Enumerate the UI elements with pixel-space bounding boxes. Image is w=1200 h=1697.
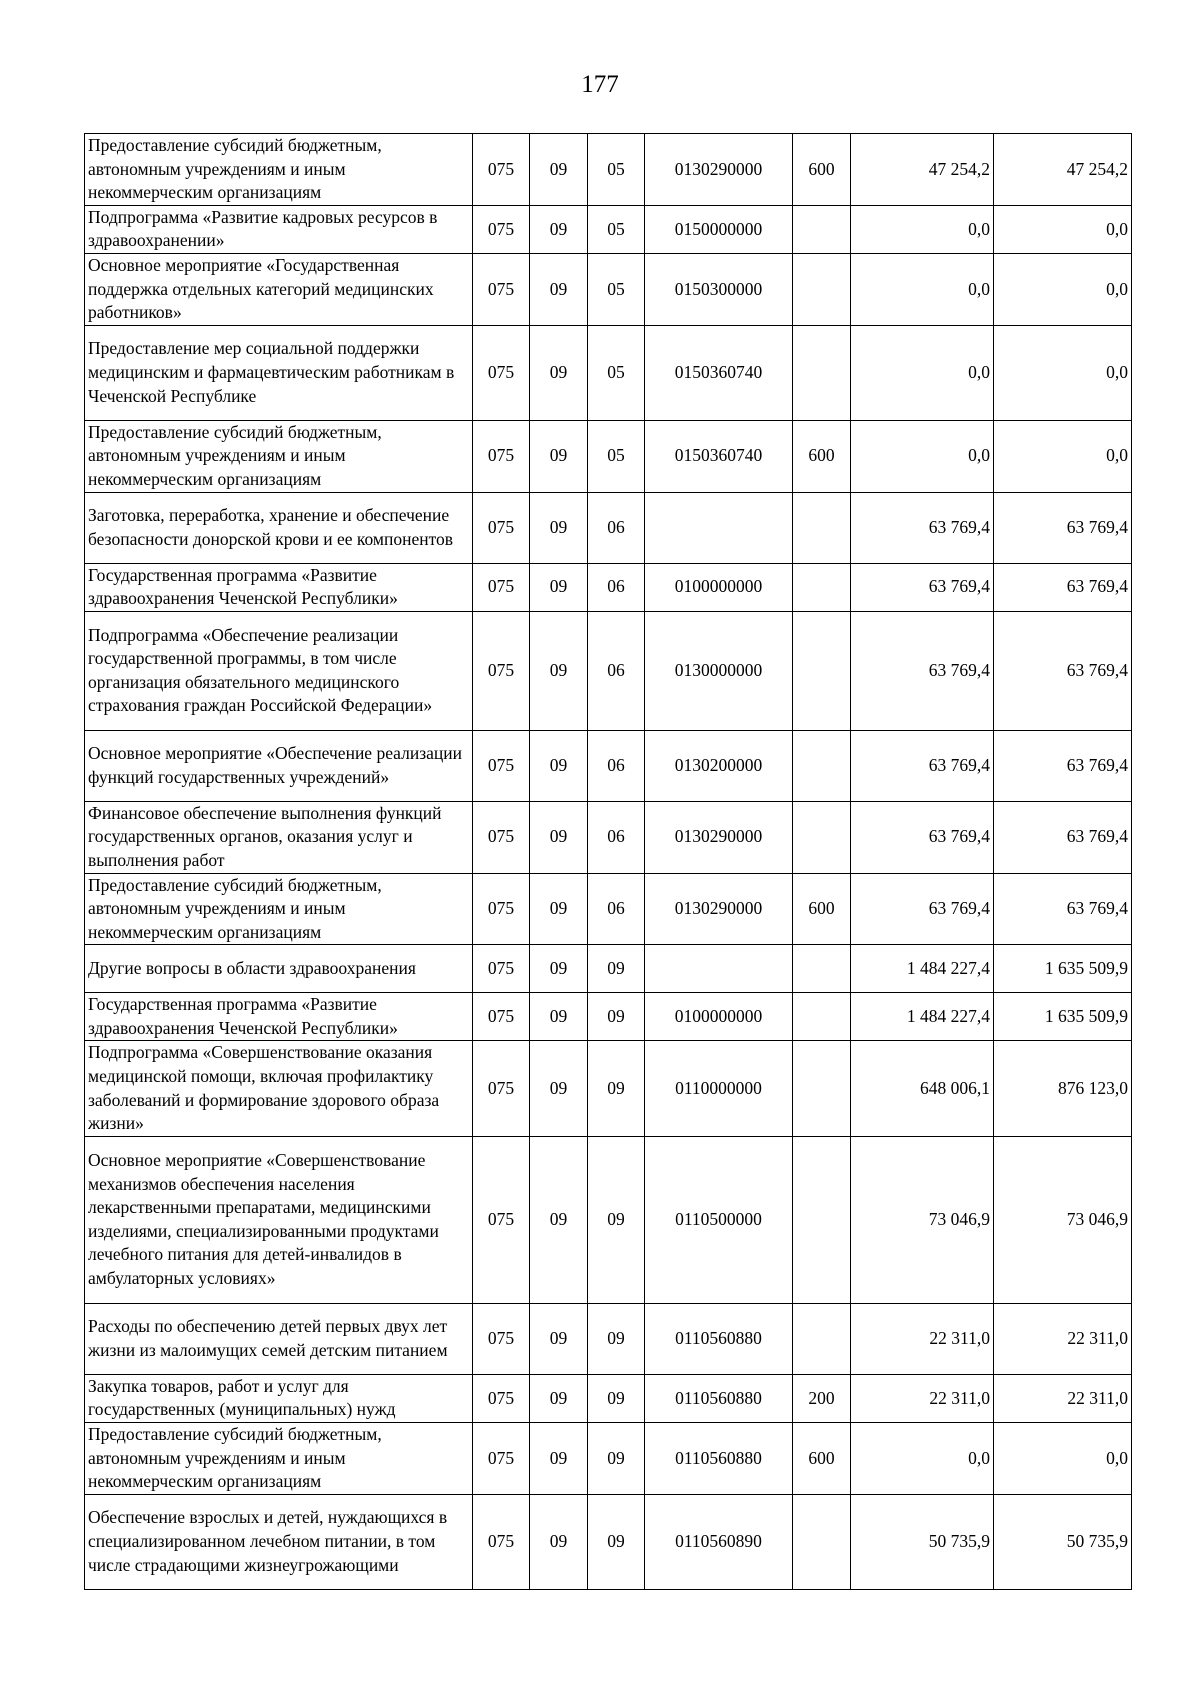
item-name: Предоставление субсидий бюджетным, автономным учреждениям и иным некоммерческим организациям bbox=[85, 134, 473, 206]
amount-year-2: 22 311,0 bbox=[994, 1374, 1132, 1422]
amount-year-1: 0,0 bbox=[851, 420, 994, 492]
target-article-code: 0150360740 bbox=[645, 420, 793, 492]
target-article-code: 0150000000 bbox=[645, 205, 793, 253]
ministry-code: 075 bbox=[473, 563, 530, 611]
subsection-code: 05 bbox=[588, 253, 645, 325]
section-code: 09 bbox=[530, 1494, 588, 1589]
table-row bbox=[85, 134, 1132, 206]
expense-type-code bbox=[793, 730, 851, 801]
table-row bbox=[85, 1494, 1132, 1589]
item-name: Предоставление субсидий бюджетным, автономным учреждениям и иным некоммерческим организациям bbox=[85, 873, 473, 945]
target-article-code: 0100000000 bbox=[645, 993, 793, 1041]
table-row bbox=[85, 1303, 1132, 1374]
table-row bbox=[85, 801, 1132, 873]
budget-table bbox=[84, 133, 1132, 1590]
expense-type-code: 600 bbox=[793, 873, 851, 945]
amount-year-1: 1 484 227,4 bbox=[851, 945, 994, 993]
target-article-code: 0130200000 bbox=[645, 730, 793, 801]
table-row bbox=[85, 873, 1132, 945]
table-row bbox=[85, 611, 1132, 730]
amount-year-1: 0,0 bbox=[851, 1423, 994, 1495]
ministry-code: 075 bbox=[473, 205, 530, 253]
table-row bbox=[85, 420, 1132, 492]
page-number: 177 bbox=[581, 71, 619, 98]
table-row bbox=[85, 1423, 1132, 1495]
section-code: 09 bbox=[530, 611, 588, 730]
item-name: Подпрограмма «Совершенствование оказания медицинской помощи, включая профилактику заболеваний и формирование здорового образа жизни» bbox=[85, 1041, 473, 1136]
table-row bbox=[85, 1041, 1132, 1136]
amount-year-1: 63 769,4 bbox=[851, 801, 994, 873]
ministry-code: 075 bbox=[473, 801, 530, 873]
subsection-code: 06 bbox=[588, 730, 645, 801]
target-article-code: 0110560880 bbox=[645, 1374, 793, 1422]
amount-year-2: 63 769,4 bbox=[994, 492, 1132, 563]
item-name: Предоставление мер социальной поддержки медицинским и фармацевтическим работникам в Чеченской Республике bbox=[85, 325, 473, 420]
target-article-code: 0130290000 bbox=[645, 134, 793, 206]
amount-year-2: 63 769,4 bbox=[994, 873, 1132, 945]
amount-year-2: 0,0 bbox=[994, 325, 1132, 420]
section-code: 09 bbox=[530, 325, 588, 420]
section-code: 09 bbox=[530, 1303, 588, 1374]
expense-type-code: 600 bbox=[793, 1423, 851, 1495]
ministry-code: 075 bbox=[473, 1303, 530, 1374]
target-article-code: 0100000000 bbox=[645, 563, 793, 611]
amount-year-2: 0,0 bbox=[994, 1423, 1132, 1495]
target-article-code: 0150300000 bbox=[645, 253, 793, 325]
target-article-code bbox=[645, 945, 793, 993]
amount-year-2: 47 254,2 bbox=[994, 134, 1132, 206]
expense-type-code bbox=[793, 945, 851, 993]
amount-year-1: 63 769,4 bbox=[851, 611, 994, 730]
section-code: 09 bbox=[530, 730, 588, 801]
expense-type-code bbox=[793, 253, 851, 325]
ministry-code: 075 bbox=[473, 134, 530, 206]
target-article-code bbox=[645, 492, 793, 563]
item-name: Основное мероприятие «Обеспечение реализации функций государственных учреждений» bbox=[85, 730, 473, 801]
table-row bbox=[85, 993, 1132, 1041]
expense-type-code bbox=[793, 1494, 851, 1589]
subsection-code: 06 bbox=[588, 611, 645, 730]
section-code: 09 bbox=[530, 205, 588, 253]
target-article-code: 0110560880 bbox=[645, 1303, 793, 1374]
target-article-code: 0130000000 bbox=[645, 611, 793, 730]
ministry-code: 075 bbox=[473, 611, 530, 730]
expense-type-code bbox=[793, 205, 851, 253]
amount-year-1: 73 046,9 bbox=[851, 1136, 994, 1303]
section-code: 09 bbox=[530, 1041, 588, 1136]
ministry-code: 075 bbox=[473, 1374, 530, 1422]
ministry-code: 075 bbox=[473, 492, 530, 563]
amount-year-2: 63 769,4 bbox=[994, 801, 1132, 873]
item-name: Подпрограмма «Обеспечение реализации государственной программы, в том числе организация обязательного медицинского страхования граждан Российской Федерации» bbox=[85, 611, 473, 730]
section-code: 09 bbox=[530, 1374, 588, 1422]
subsection-code: 09 bbox=[588, 993, 645, 1041]
subsection-code: 06 bbox=[588, 563, 645, 611]
item-name: Основное мероприятие «Совершенствование механизмов обеспечения населения лекарственными препаратами, медицинскими изделиями, специализированными продуктами лечебного питания для детей-инвалидов в амбулаторных условиях» bbox=[85, 1136, 473, 1303]
amount-year-2: 63 769,4 bbox=[994, 563, 1132, 611]
subsection-code: 09 bbox=[588, 1303, 645, 1374]
item-name: Другие вопросы в области здравоохранения bbox=[85, 945, 473, 993]
table-row bbox=[85, 492, 1132, 563]
expense-type-code: 600 bbox=[793, 134, 851, 206]
target-article-code: 0130290000 bbox=[645, 873, 793, 945]
amount-year-2: 63 769,4 bbox=[994, 730, 1132, 801]
amount-year-1: 50 735,9 bbox=[851, 1494, 994, 1589]
subsection-code: 05 bbox=[588, 205, 645, 253]
amount-year-1: 63 769,4 bbox=[851, 873, 994, 945]
expense-type-code bbox=[793, 563, 851, 611]
expense-type-code bbox=[793, 1303, 851, 1374]
amount-year-1: 0,0 bbox=[851, 253, 994, 325]
subsection-code: 09 bbox=[588, 1136, 645, 1303]
expense-type-code: 200 bbox=[793, 1374, 851, 1422]
expense-type-code: 600 bbox=[793, 420, 851, 492]
subsection-code: 05 bbox=[588, 134, 645, 206]
subsection-code: 06 bbox=[588, 873, 645, 945]
amount-year-2: 50 735,9 bbox=[994, 1494, 1132, 1589]
amount-year-1: 0,0 bbox=[851, 325, 994, 420]
item-name: Предоставление субсидий бюджетным, автономным учреждениям и иным некоммерческим организациям bbox=[85, 420, 473, 492]
amount-year-2: 0,0 bbox=[994, 205, 1132, 253]
amount-year-2: 0,0 bbox=[994, 420, 1132, 492]
target-article-code: 0110500000 bbox=[645, 1136, 793, 1303]
subsection-code: 09 bbox=[588, 945, 645, 993]
target-article-code: 0110560890 bbox=[645, 1494, 793, 1589]
subsection-code: 09 bbox=[588, 1423, 645, 1495]
subsection-code: 09 bbox=[588, 1374, 645, 1422]
table-row bbox=[85, 205, 1132, 253]
item-name: Предоставление субсидий бюджетным, автономным учреждениям и иным некоммерческим организациям bbox=[85, 1423, 473, 1495]
expense-type-code bbox=[793, 611, 851, 730]
item-name: Подпрограмма «Развитие кадровых ресурсов в здравоохранении» bbox=[85, 205, 473, 253]
section-code: 09 bbox=[530, 801, 588, 873]
amount-year-2: 1 635 509,9 bbox=[994, 945, 1132, 993]
expense-type-code bbox=[793, 325, 851, 420]
budget-table-body bbox=[85, 134, 1132, 1590]
expense-type-code bbox=[793, 1041, 851, 1136]
target-article-code: 0110560880 bbox=[645, 1423, 793, 1495]
subsection-code: 06 bbox=[588, 492, 645, 563]
ministry-code: 075 bbox=[473, 1423, 530, 1495]
subsection-code: 06 bbox=[588, 801, 645, 873]
section-code: 09 bbox=[530, 945, 588, 993]
amount-year-1: 63 769,4 bbox=[851, 492, 994, 563]
section-code: 09 bbox=[530, 492, 588, 563]
ministry-code: 075 bbox=[473, 325, 530, 420]
ministry-code: 075 bbox=[473, 1494, 530, 1589]
subsection-code: 05 bbox=[588, 325, 645, 420]
item-name: Обеспечение взрослых и детей, нуждающихся в специализированном лечебном питании, в том числе страдающими жизнеугрожающими bbox=[85, 1494, 473, 1589]
section-code: 09 bbox=[530, 563, 588, 611]
table-row bbox=[85, 325, 1132, 420]
amount-year-2: 22 311,0 bbox=[994, 1303, 1132, 1374]
section-code: 09 bbox=[530, 420, 588, 492]
section-code: 09 bbox=[530, 1423, 588, 1495]
ministry-code: 075 bbox=[473, 873, 530, 945]
section-code: 09 bbox=[530, 993, 588, 1041]
amount-year-2: 73 046,9 bbox=[994, 1136, 1132, 1303]
amount-year-2: 0,0 bbox=[994, 253, 1132, 325]
table-row bbox=[85, 563, 1132, 611]
section-code: 09 bbox=[530, 253, 588, 325]
table-row bbox=[85, 1374, 1132, 1422]
section-code: 09 bbox=[530, 873, 588, 945]
table-row bbox=[85, 253, 1132, 325]
amount-year-1: 22 311,0 bbox=[851, 1303, 994, 1374]
item-name: Финансовое обеспечение выполнения функций государственных органов, оказания услуг и выполнения работ bbox=[85, 801, 473, 873]
target-article-code: 0150360740 bbox=[645, 325, 793, 420]
subsection-code: 09 bbox=[588, 1494, 645, 1589]
item-name: Закупка товаров, работ и услуг для государственных (муниципальных) нужд bbox=[85, 1374, 473, 1422]
subsection-code: 05 bbox=[588, 420, 645, 492]
amount-year-1: 22 311,0 bbox=[851, 1374, 994, 1422]
table-row bbox=[85, 1136, 1132, 1303]
ministry-code: 075 bbox=[473, 420, 530, 492]
ministry-code: 075 bbox=[473, 945, 530, 993]
amount-year-1: 648 006,1 bbox=[851, 1041, 994, 1136]
target-article-code: 0130290000 bbox=[645, 801, 793, 873]
amount-year-2: 63 769,4 bbox=[994, 611, 1132, 730]
amount-year-1: 47 254,2 bbox=[851, 134, 994, 206]
expense-type-code bbox=[793, 492, 851, 563]
item-name: Государственная программа «Развитие здравоохранения Чеченской Республики» bbox=[85, 993, 473, 1041]
section-code: 09 bbox=[530, 1136, 588, 1303]
table-row bbox=[85, 730, 1132, 801]
amount-year-2: 876 123,0 bbox=[994, 1041, 1132, 1136]
ministry-code: 075 bbox=[473, 1041, 530, 1136]
amount-year-2: 1 635 509,9 bbox=[994, 993, 1132, 1041]
amount-year-1: 63 769,4 bbox=[851, 730, 994, 801]
expense-type-code bbox=[793, 801, 851, 873]
amount-year-1: 63 769,4 bbox=[851, 563, 994, 611]
item-name: Заготовка, переработка, хранение и обеспечение безопасности донорской крови и ее компонентов bbox=[85, 492, 473, 563]
table-row bbox=[85, 945, 1132, 993]
amount-year-1: 1 484 227,4 bbox=[851, 993, 994, 1041]
item-name: Расходы по обеспечению детей первых двух лет жизни из малоимущих семей детским питанием bbox=[85, 1303, 473, 1374]
ministry-code: 075 bbox=[473, 993, 530, 1041]
item-name: Основное мероприятие «Государственная поддержка отдельных категорий медицинских работников» bbox=[85, 253, 473, 325]
target-article-code: 0110000000 bbox=[645, 1041, 793, 1136]
amount-year-1: 0,0 bbox=[851, 205, 994, 253]
item-name: Государственная программа «Развитие здравоохранения Чеченской Республики» bbox=[85, 563, 473, 611]
ministry-code: 075 bbox=[473, 1136, 530, 1303]
subsection-code: 09 bbox=[588, 1041, 645, 1136]
expense-type-code bbox=[793, 1136, 851, 1303]
expense-type-code bbox=[793, 993, 851, 1041]
section-code: 09 bbox=[530, 134, 588, 206]
ministry-code: 075 bbox=[473, 253, 530, 325]
ministry-code: 075 bbox=[473, 730, 530, 801]
